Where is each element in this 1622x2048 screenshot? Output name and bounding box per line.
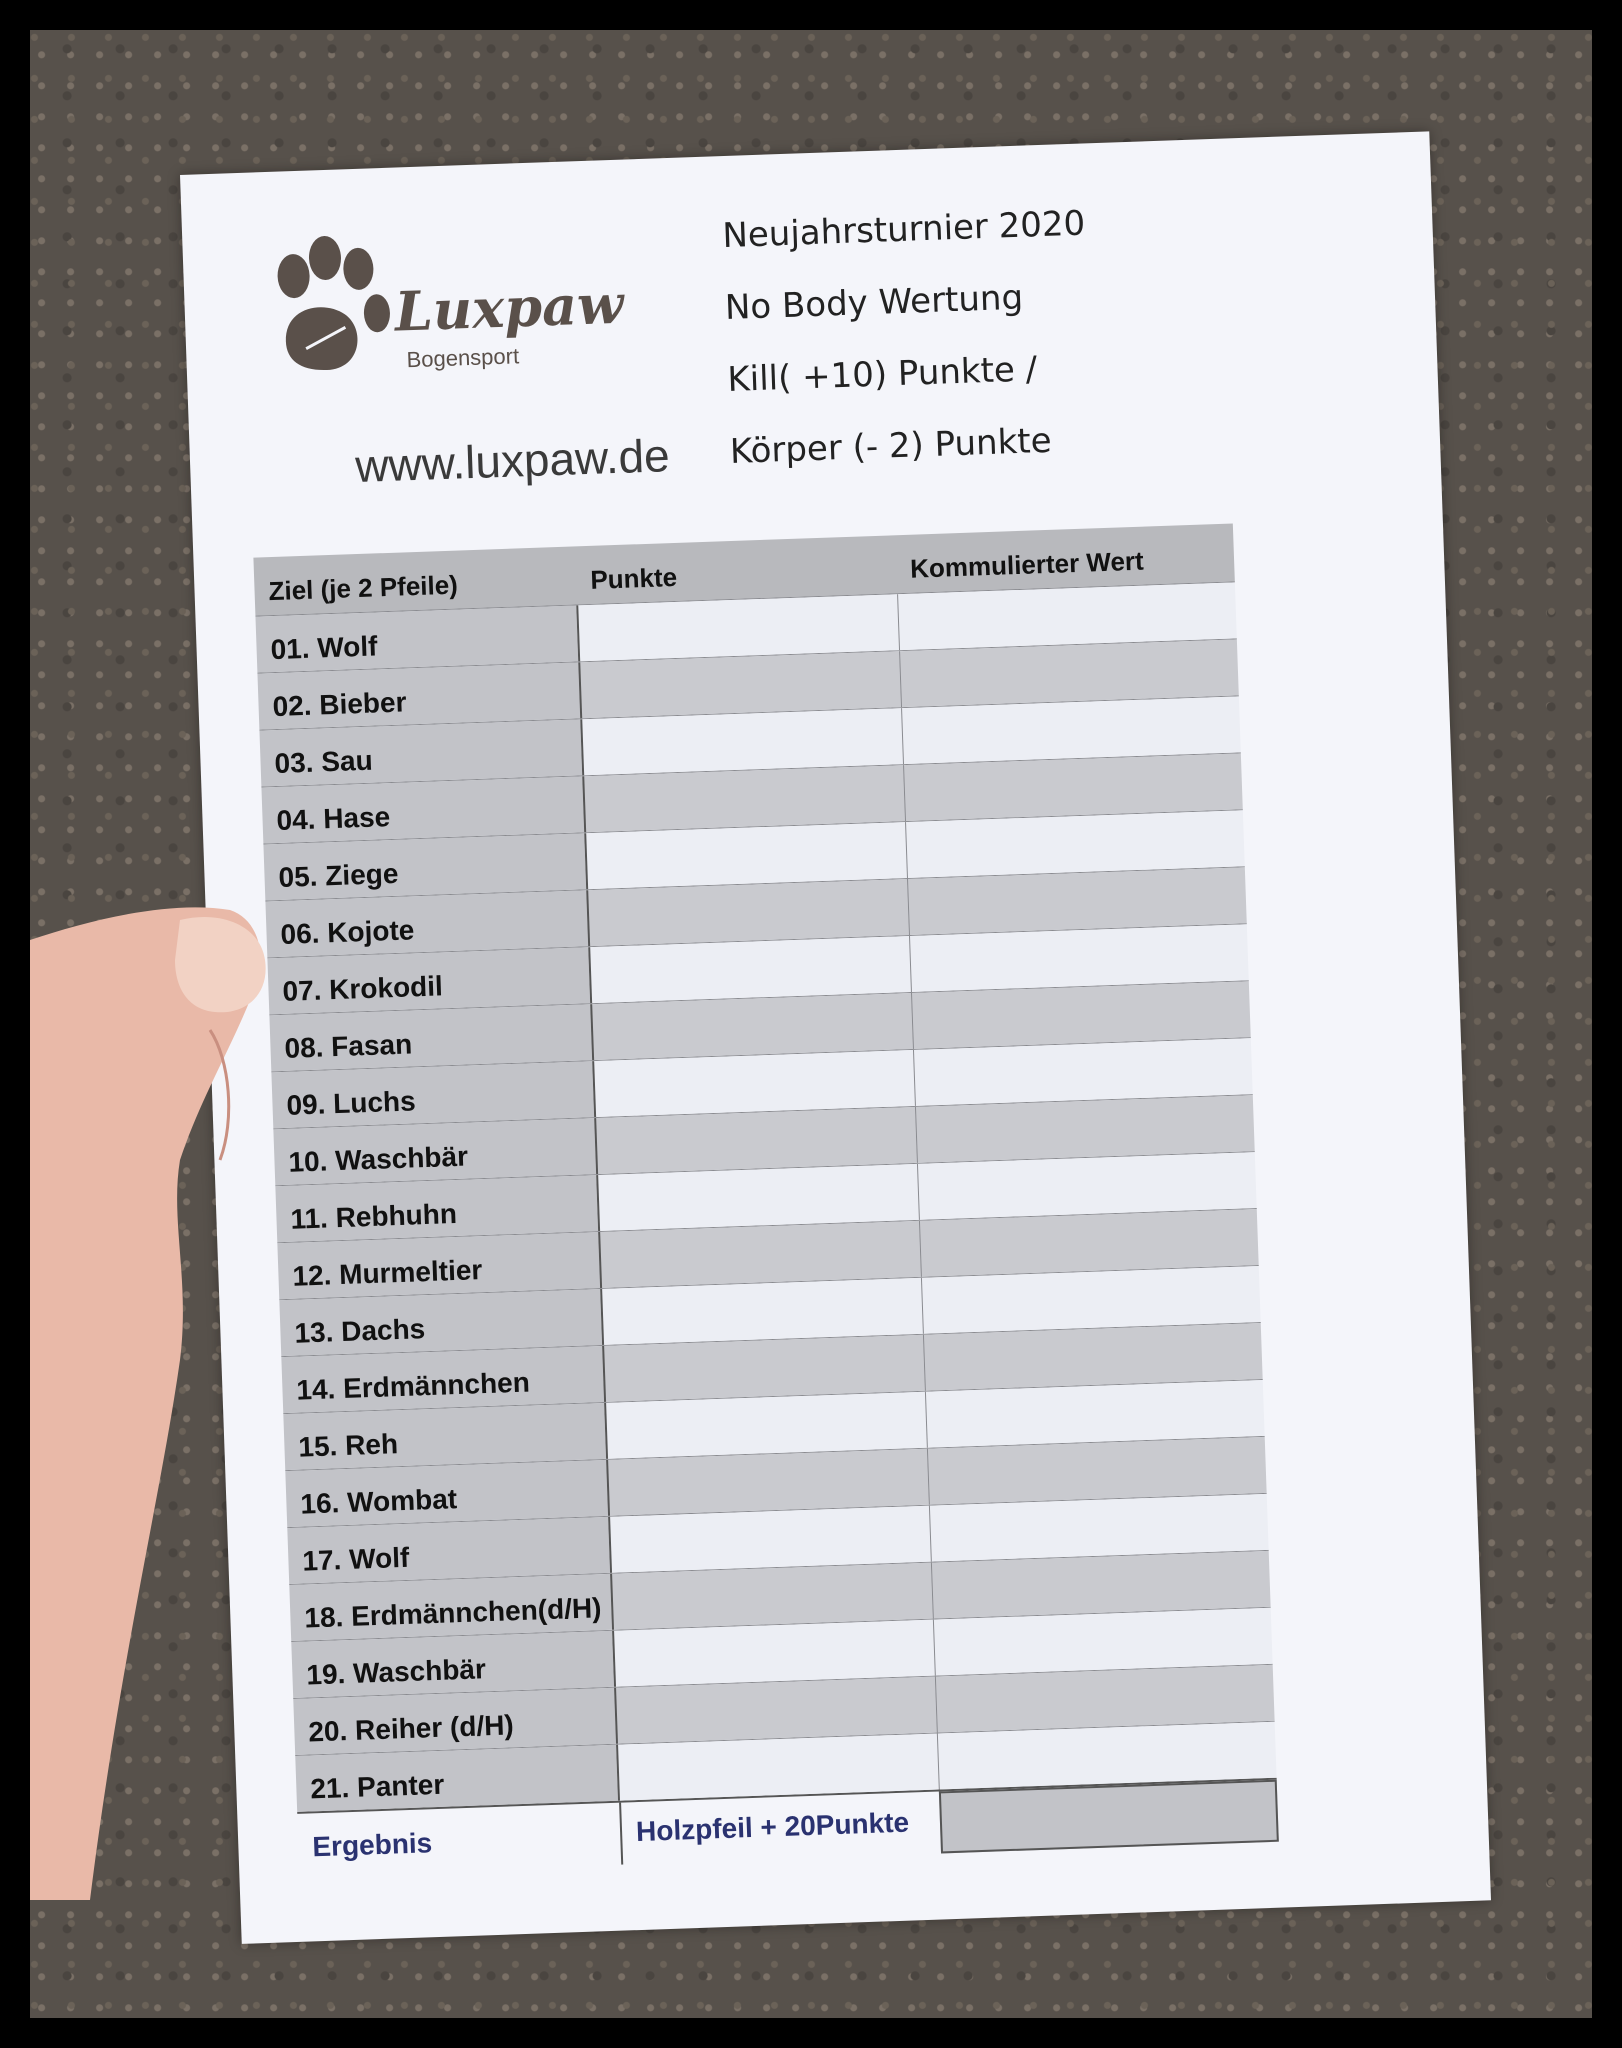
points-cell — [598, 1221, 921, 1288]
target-label: 07. Krokodil — [267, 947, 590, 1014]
points-cell — [606, 1449, 929, 1516]
target-label: 01. Wolf — [255, 605, 578, 672]
target-label: 13. Dachs — [279, 1289, 602, 1356]
cumulative-cell — [913, 1038, 1253, 1106]
points-cell — [594, 1107, 917, 1174]
target-label: 18. Erdmännchen(d/H) — [289, 1574, 612, 1641]
score-sheet — [180, 131, 1491, 1944]
cumulative-cell — [899, 639, 1239, 707]
points-cell — [614, 1677, 937, 1744]
luxpaw-logo — [262, 220, 671, 493]
target-label: 19. Waschbär — [291, 1631, 614, 1698]
cumulative-cell — [903, 753, 1243, 821]
header-points: Punkte — [589, 561, 678, 595]
result-cell — [939, 1780, 1279, 1854]
header-target: Ziel (je 2 Pfeile) — [268, 569, 459, 607]
cumulative-cell — [931, 1551, 1271, 1619]
cumulative-cell — [925, 1380, 1265, 1448]
tournament-info — [722, 203, 1095, 503]
points-cell — [578, 651, 901, 718]
points-cell — [584, 822, 907, 889]
points-cell — [592, 1050, 915, 1117]
cumulative-cell — [919, 1209, 1259, 1277]
target-label: 14. Erdmännchen — [281, 1346, 604, 1413]
target-label: 20. Reiher (d/H) — [293, 1688, 616, 1755]
cumulative-cell — [897, 582, 1237, 650]
cumulative-cell — [935, 1665, 1275, 1733]
points-cell — [576, 594, 899, 661]
points-cell — [604, 1392, 927, 1459]
holding-hand — [30, 900, 350, 1900]
cumulative-cell — [933, 1608, 1273, 1676]
photo — [30, 30, 1592, 2018]
cumulative-cell — [929, 1494, 1269, 1562]
points-cell — [602, 1335, 925, 1402]
target-label: 04. Hase — [261, 776, 584, 843]
target-label: 21. Panter — [295, 1745, 618, 1812]
points-cell — [596, 1164, 919, 1231]
points-cell — [586, 879, 909, 946]
target-label: 10. Waschbär — [273, 1118, 596, 1185]
target-label: 11. Rebhuhn — [275, 1175, 598, 1242]
points-cell — [582, 765, 905, 832]
table-body — [255, 581, 1276, 1811]
points-cell — [612, 1620, 935, 1687]
points-cell — [610, 1563, 933, 1630]
cumulative-cell — [923, 1323, 1263, 1391]
target-label: 06. Kojote — [265, 890, 588, 957]
target-label: 05. Ziege — [263, 833, 586, 900]
target-label: 08. Fasan — [269, 1004, 592, 1071]
target-label: 17. Wolf — [287, 1517, 610, 1584]
paw-icon — [262, 228, 397, 382]
brand-name: Luxpaw — [393, 271, 625, 344]
points-cell — [590, 993, 913, 1060]
header-cumulative: Kommulierter Wert — [909, 545, 1145, 584]
target-label: 16. Wombat — [285, 1460, 608, 1527]
points-cell — [616, 1734, 939, 1801]
points-cell — [580, 708, 903, 775]
cumulative-cell — [921, 1266, 1261, 1334]
cumulative-cell — [915, 1095, 1255, 1163]
points-cell — [600, 1278, 923, 1345]
website-url: www.luxpaw.de — [354, 429, 671, 493]
target-label: 09. Luchs — [271, 1061, 594, 1128]
brand-subtitle: Bogensport — [406, 343, 520, 373]
result-label: Ergebnis — [311, 1827, 433, 1863]
cumulative-cell — [917, 1152, 1257, 1220]
cumulative-cell — [909, 924, 1249, 992]
target-label: 15. Reh — [283, 1403, 606, 1470]
cumulative-cell — [905, 810, 1245, 878]
points-cell — [608, 1506, 931, 1573]
rating-mode: No Body Wertung — [724, 277, 1024, 329]
cumulative-cell — [911, 981, 1251, 1049]
target-label: 02. Bieber — [257, 662, 580, 729]
tournament-title: Neujahrsturnier 2020 — [721, 203, 1086, 257]
target-label: 03. Sau — [259, 719, 582, 786]
cumulative-cell — [901, 696, 1241, 764]
target-label: 12. Murmeltier — [277, 1232, 600, 1299]
cumulative-cell — [927, 1437, 1267, 1505]
kill-points: Kill( +10) Punkte / — [726, 349, 1038, 401]
cumulative-cell — [907, 867, 1247, 935]
score-table — [253, 523, 1278, 1875]
body-points: Körper (- 2) Punkte — [729, 420, 1053, 472]
cumulative-cell — [937, 1722, 1277, 1790]
points-cell — [588, 936, 911, 1003]
wood-arrow-note: Holzpfeil + 20Punkte — [619, 1792, 941, 1865]
